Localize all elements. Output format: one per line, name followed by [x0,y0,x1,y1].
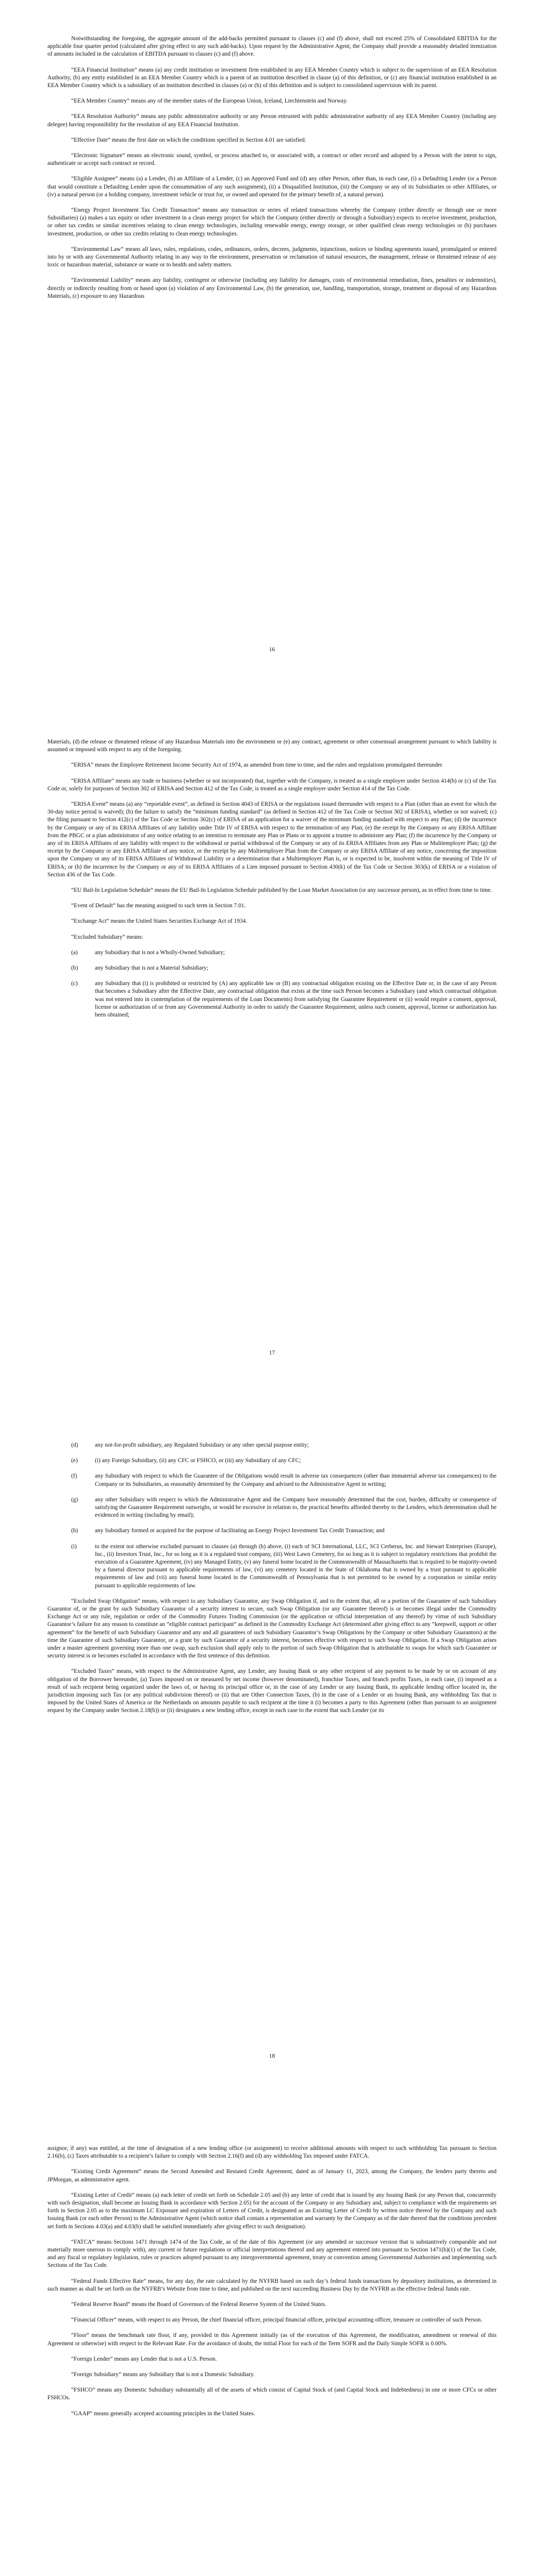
list-item-label: (g) [71,1496,78,1503]
list-item-label: (i) [71,1543,77,1550]
page-number: 18 [269,2053,275,2059]
definition-environmental-liability: “Environmental Liability” means any liability, contingent or otherwise (including any liability for damages, costs of environmental remediation, fines, penalties or indemnities), directly or indirectly resulting from or based upon (a) violation of any Environmental Law, (b) the generation, use, handling, transportation, storage, treatment or disposal of any Hazardous Materials, (c) exposure to any Hazardous [47,277,497,299]
list-item-label: (d) [71,1442,78,1448]
definition-gaap: “GAAP” means generally accepted accounting principles in the United States. [71,2410,255,2417]
definition-fatca: “FATCA” means Sections 1471 through 1474 of the Tax Code, as of the date of this Agreement (or any amended or successor version that is substantively comparable and not materially more onerous to comply with), any current or future regulations or official interpretations thereof and any agreement entered into pursuant to Section 1471(b)(1) of the Tax Code, and any fiscal or regulatory legislation, rules or practices adopted pursuant to any intergovernmental agreement, treaty or convention among Governmental Authorities and implementing such Sections of the Tax Code. [47,2239,497,2269]
list-item-text: any Subsidiary formed or acquired for the purpose of facilitating an Energy Project Investment Tax Credit Transaction; and [95,1528,385,1534]
list-item-label: (a) [71,949,78,956]
list-item-text: to the extent not otherwise excluded pursuant to clauses (a) through (h) above, (i) each of SCI International, LLC, SCI Cerberus, Inc. and Stewart Enterprises (Europe), Inc., (ii) Investors Trust, Inc., for so long as it is a regulated trust company, (iii) West Lawn Cemetery, for so long as it is subject to regulatory restrictions that prohibit the execution of a Guarantee Agreement, (iv) any Managed Entity, (v) any funeral home located in the Commonwealth of Massachusetts that is required to be majority-owned by a funeral director pursuant to applicable requirements of law, (vi) any cemetery located in the State of Oklahoma that is owned by a trust pursuant to applicable requirements of law and (vii) any funeral home located in the Commonwealth of Pennsylvania that is not permitted to be owned by a corporation or similar entity pursuant to applicable requirements of law. [95,1543,497,1589]
list-item-label: (f) [71,1473,77,1480]
list-item-label: (c) [71,980,78,987]
list-item [71,949,497,957]
list-item [71,1527,497,1535]
definition-floor: “Floor” means the benchmark rate floor, if any, provided in this Agreement initially (as of the execution of this Agreement, the modification, amendment or renewal of this Agreement or otherwise) with respect to the Relevant Rate. For the avoidance of doubt, the initial Floor for each of the Term SOFR and the Daily Simple SOFR is 0.00%. [47,2332,497,2347]
list-item [71,1496,497,1520]
definition-eea-member-country: “EEA Member Country” means any of the member states of the European Union, Iceland, Liechtenstein and Norway. [71,98,348,105]
paragraph: Materials, (d) the release or threatened release of any Hazardous Materials into the environment or (e) any contract, agreement or other consensual arrangement pursuant to which liability is assumed or imposed with respect to any of the foregoing. [47,739,497,753]
list-item [71,1543,497,1590]
list-item-text: any Subsidiary with respect to which the Guarantee of the Obligations would result in adverse tax consequences (other than immaterial adverse tax consequences) to the Company or its Subsidiaries, as reasonably determined by the Company and advised to the Administrative Agent in writing; [95,1473,497,1487]
page-number: 16 [269,647,275,653]
definition-financial-officer: “Financial Officer” means, with respect to any Person, the chief financial officer, principal financial officer, principal accounting officer, treasurer or controller of such Person. [71,2317,483,2324]
definition-environmental-law: “Environmental Law” means all laws, rules, regulations, codes, ordinances, orders, decrees, judgments, injunctions, notices or binding agreements issued, promulgated or entered into by or with any Governmental Authority relating in any way to the environment, preservation or reclamation of natural resources, the management, release or threatened release of any toxic or hazardous material, substance or waste or to health and safety matters. [47,246,497,268]
definition-exchange-act: “Exchange Act” means the United States Securities Exchange Act of 1934. [71,918,248,925]
definition-fshco: “FSHCO” means any Domestic Subsidiary substantially all of the assets of which consist of Capital Stock of (and Capital Stock and Indebtedness) in one or more CFCs or other FSHCOs. [47,2387,497,2401]
list-item [71,964,497,972]
definition-existing-credit-agreement: “Existing Credit Agreement” means the Second Amended and Restated Credit Agreement, dated as of January 11, 2023, among the Company, the lenders party thereto and JPMorgan, as administrative agent. [47,2168,497,2183]
definition-eu-bail-in-schedule: “EU Bail-In Legislation Schedule” means the EU Bail-In Legislation Schedule published by the Loan Market Association (or any successor person), as in effect from time to time. [71,887,492,894]
definition-eea-financial-institution: “EEA Financial Institution” means (a) any credit institution or investment firm established in any EEA Member Country which is subject to the supervision of an EEA Resolution Authority, (b) any entity established in an EEA Member Country which is a parent of an institution described in clause (a) of this definition, or (c) any financial institution established in an EEA Member Country which is a subsidiary of an institution described in clauses (a) or (b) of this definition and is subject to consolidated supervision with its parent. [47,66,497,89]
definition-eea-resolution-authority: “EEA Resolution Authority” means any public administrative authority or any Person entrusted with public administrative authority of any EEA Member Country (including any delegee) having responsibility for the resolution of any EEA Financial Institution. [47,113,497,128]
definition-foreign-subsidiary: “Foreign Subsidiary” means any Subsidiary that is not a Domestic Subsidiary. [71,2371,255,2378]
definition-federal-reserve-board: “Federal Reserve Board” means the Board of Governors of the Federal Reserve System of the United States. [71,2301,327,2308]
document-page-17 [0,703,544,1406]
definition-existing-letter-of-credit: “Existing Letter of Credit” means (a) each letter of credit set forth on Schedule 2.05 and (b) any letter of credit that is issued by any Issuing Bank (or any Person that, concurrently with such designation, shall become an Issuing Bank in accordance with Section 2.05) for the account of the Company or any Subsidiary and, subject to compliance with the requirements set forth in Section 2.05 as to the maximum LC Exposure and expiration of Letters of Credit, is designated as an Existing Letter of Credit by written notice thereof by the Company and such Issuing Bank (or each other Person) to the Administrative Agent (which notice shall contain a representation and warranty by the Company as of the date thereof that the conditions precedent set forth in Sections 4.03(a) and 4.03(b) shall be satisfied immediately after giving effect to such designation). [47,2192,497,2230]
list-item [71,1442,497,1449]
paragraph: assignor, if any) was entitled, at the time of designation of a new lending office (or assignment) to receive additional amounts with respect to such withholding Tax pursuant to Section 2.16(b), (c) Taxes attributable to a recipient’s failure to comply with Section 2.16(f) and (d) any withholding Tax imposed under FATCA. [47,2145,497,2160]
list-item-label: (b) [71,965,78,972]
list-item-text: any Subsidiary that (i) is prohibited or restricted by (A) any applicable law or (B) any contractual obligation existing on the Effective Date or, in the case of any Person that becomes a Subsidiary after the Effective Date, any contractual obligation that exists at the time such Person becomes a Subsidiary (and which contractual obligation was not entered into in contemplation of the requirements of the Loan Documents) from satisfying the Guarantee Requirement or (ii) would require a consent, approval, license or authorization of or from any Governmental Authority in order to satisfy the Guarantee Requirement, unless such consent, approval, license or authorization has been obtained; [95,980,497,1019]
page-number: 17 [269,1350,275,1356]
list-item [71,980,497,1019]
document-page-18 [0,1406,544,2110]
list-item-text: any Subsidiary that is not a Material Subsidiary; [95,965,208,972]
definition-erisa-affiliate: “ERISA Affiliate” means any trade or business (whether or not incorporated) that, together with the Company, is treated as a single employer under Section 414(b) or (c) of the Tax Code or, solely for purposes of Section 302 of ERISA and Section 412 of the Tax Code, is treated as a single employer under Section 414 of the Tax Code. [47,777,497,792]
definition-energy-project-itc-transaction: “Energy Project Investment Tax Credit Transaction” means any transaction or series of related transactions whereby the Company (either directly or through one or more Subsidiaries) (a) makes a tax equity or other investment in a clean energy project for which the Company (either directly or through a Subsidiary) expects to receive investment, production, or other tax credits or similar incentives relating to clean energy technologies, including renewable energy, energy storage, or other qualified clean energy technologies or (b) purchases investment, production, or other tax credits relating to clean energy technologies. [47,207,497,237]
definition-excluded-swap-obligation: “Excluded Swap Obligation” means, with respect to any Subsidiary Guarantor, any Swap Obligation if, and to the extent that, all or a portion of the Guarantee of such Subsidiary Guarantor of, or the grant by such Subsidiary Guarantor of a security interest to secure, such Swap Obligation (or any Guarantee thereof) is or becomes illegal under the Commodity Exchange Act or any rule, regulation or order of the Commodity Futures Trading Commission (or the application or official interpretation of any thereof) by virtue of such Subsidiary Guarantor’s failure for any reason to constitute an “eligible contract participant” as defined in the Commodity Exchange Act (determined after giving effect to any “keepwell, support or other agreement” for the benefit of such Subsidiary Guarantor and any and all guarantees of such Subsidiary Guarantor’s Swap Obligations by the Company or other Subsidiary Guarantors) at the time the Guarantee of such Subsidiary Guarantor, or a grant by such Guarantor of a security interest, becomes effective with respect to such Swap Obligation. If a Swap Obligation arises under a master agreement governing more than one swap, such exclusion shall apply only to the portion of such Swap Obligation that is attributable to swaps for which such Guarantee or security interest is or becomes excluded in accordance with the first sentence of this definition. [47,1598,497,1659]
list-item-label: (h) [71,1528,78,1534]
definition-event-of-default: “Event of Default” has the meaning assigned to such term in Section 7.01. [71,903,246,909]
definition-electronic-signature: “Electronic Signature” means an electronic sound, symbol, or process attached to, or associated with, a contract or other record and adopted by a Person with the intent to sign, authenticate or accept such contract or record. [47,152,497,167]
definition-erisa-event: “ERISA Event” means (a) any “reportable event”, as defined in Section 4043 of ERISA or the regulations issued thereunder with respect to a Plan (other than an event for which the 30-day notice period is waived); (b) the failure to satisfy the “minimum funding standard” (as defined in Section 412 of the Tax Code or Section 302 of ERISA), whether or not waived; (c) the filing pursuant to Section 412(c) of the Tax Code or Section 302(c) of ERISA of an application for a waiver of the minimum funding standard with respect to any Plan; (d) the incurrence by the Company or any of its ERISA Affiliates of any liability under Title IV of ERISA with respect to the termination of any Plan; (e) the receipt by the Company or any ERISA Affiliate from the PBGC or a plan administrator of any notice relating to an intention to terminate any Plan or Plans or to appoint a trustee to administer any Plan; (f) the incurrence by the Company or any of its ERISA Affiliates of any liability with respect to the withdrawal or partial withdrawal of the Company or any of its ERISA Affiliates from any Plan or Multiemployer Plan; (g) the receipt by the Company or any ERISA Affiliate of any notice, or the receipt by any Multiemployer Plan from the Company or any ERISA Affiliate of any notice, concerning the imposition upon the Company or any of its ERISA Affiliates of Withdrawal Liability or a determination that a Multiemployer Plan is, or is expected to be, insolvent within the meaning of Title IV of ERISA; or (h) the incurrence by the Company or any of its ERISA Affiliates of a Lien imposed pursuant to Section 430(k) of the Tax Code or Section 303(k) of ERISA or a violation of Section 436 of the Tax Code. [47,801,497,878]
document-page-19 [0,2110,544,2576]
definition-federal-funds-effective-rate: “Federal Funds Effective Rate” means, for any day, the rate calculated by the NYFRB based on such day’s federal funds transactions by depository institutions, as determined in such manner as shall be set forth on the NYFRB’s Website from time to time, and published on the next succeeding Business Day by the NYFRB as the effective federal funds rate. [47,2278,497,2292]
definition-eligible-assignee: “Eligible Assignee” means (a) a Lender, (b) an Affiliate of a Lender, (c) an Approved Fund and (d) any other Person, other than, in each case, (i) a Defaulting Lender (or a Person that would constitute a Defaulting Lender upon the consummation of any such assignment), (ii) a Disqualified Institution, (iii) the Company or any of its Subsidiaries or other Affiliates, or (iv) a natural person (or a holding company, investment vehicle or trust for, or owned and operated for the primary benefit of, a natural person). [47,176,497,198]
definition-effective-date: “Effective Date” means the first date on which the conditions specified in Section 4.01 are satisfied. [71,137,306,143]
definition-excluded-taxes: “Excluded Taxes” means, with respect to the Administrative Agent, any Lender, any Issuing Bank or any other recipient of any payment to be made by or on account of any obligation of the Borrower hereunder, (a) Taxes imposed on or measured by net income (however denominated), franchise Taxes, and branch profits Taxes, in each case, (i) imposed as a result of such recipient being organized under the laws of, or having its principal office or, in the case of any Lender or any Issuing Bank, its applicable lending office located in, the jurisdiction imposing such Tax (or any political subdivision thereof) or (ii) that are Other Connection Taxes, (b) in the case of a Lender or an Issuing Bank, any withholding Tax that is imposed by the United States of America or the Netherlands on amounts payable to such recipient at the time it (i) becomes a party to this Agreement (other than pursuant to an assignment request by the Company under Section 2.18(b)) or (ii) designates a new lending office, except in each case to the extent that such Lender (or its [47,1668,497,1714]
list-item-text: any not-for-profit subsidiary, any Regulated Subsidiary or any other special purpose entity; [95,1442,309,1448]
list-item [71,1457,497,1465]
list-item [71,1472,497,1488]
list-item-label: (e) [71,1458,78,1464]
definition-foreign-lender: “Foreign Lender” means any Lender that is not a U.S. Person. [71,2355,217,2362]
list-item-text: any other Subsidiary with respect to which the Administrative Agent and the Company have reasonably determined that the cost, burden, difficulty or consequence of satisfying the Guarantee Requirement outweighs, or would be excessive in relation to, the practical benefits afforded thereby to the Lenders, which determination shall be evidenced in writing (including by email); [95,1496,497,1519]
list-item-text: (i) any Foreign Subsidiary, (ii) any CFC or FSHCO, or (iii) any Subsidiary of any CFC; [95,1458,301,1464]
list-item-text: any Subsidiary that is not a Wholly-Owned Subsidiary; [95,949,225,956]
definition-excluded-subsidiary: “Excluded Subsidiary” means: [71,934,143,940]
document-page-16 [0,0,544,703]
paragraph: Notwithstanding the foregoing, the aggregate amount of the add-backs permitted pursuant to clauses (c) and (f) above, shall not exceed 25% of Consolidated EBITDA for the applicable four quarter period (calculated after giving effect to any such add-backs). Upon request by the Administrative Agent, the Company shall provide a reasonably detailed itemization of amounts included in the calculation of EBITDA pursuant to clauses (c) and (f) above. [47,36,497,58]
definition-erisa: “ERISA” means the Employee Retirement Income Security Act of 1974, as amended from time to time, and the rules and regulations promulgated thereunder. [71,762,443,769]
